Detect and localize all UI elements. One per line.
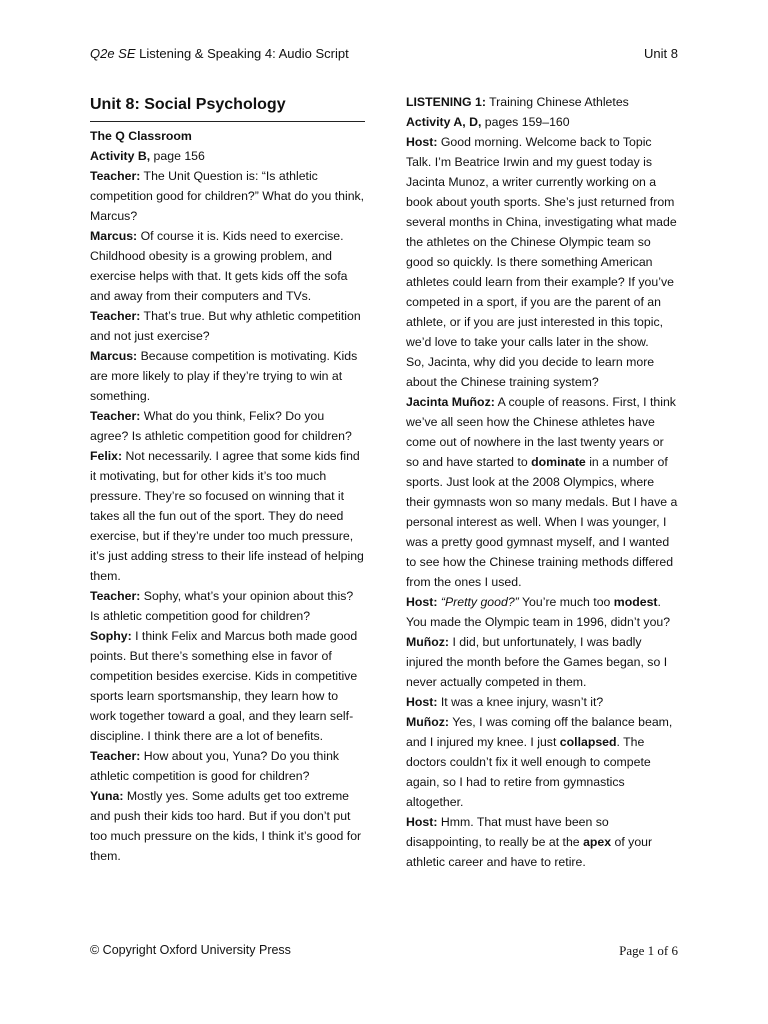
right-column (406, 92, 678, 872)
speech-text: What do you think, Felix? Do you agree? Is athletic competition good for children? (90, 409, 352, 443)
dialogue-turn (90, 626, 365, 746)
page-footer (90, 943, 678, 959)
header-title: Q2e SE Listening & Speaking 4: Audio Script (90, 46, 349, 61)
dialogue-turn: Muñoz: Yes, I was coming off the balance beam, and I injured my knee. I just collapsed. The doctors couldn’t fix it well enough to compete again, so I had to retire from gymnastics altogether. (406, 715, 673, 809)
dialogue-turn: Host: Hmm. That must have been so disappointing, to really be at the apex of your athletic career and have to retire. (406, 815, 653, 869)
speaker-name: Yuna: (90, 789, 124, 803)
speaker-name: Teacher: (90, 589, 141, 603)
activity-line: Activity B, page 156 (90, 149, 205, 163)
dialogue-turn (90, 746, 365, 786)
speaker-name: Teacher: (90, 749, 141, 763)
speaker-name: Felix: (90, 449, 123, 463)
speech-text: That’s true. But why athletic competition and not just exercise? (90, 309, 361, 343)
speech-text: Sophy, what’s your opinion about this? Is athletic competition good for children? (90, 589, 354, 623)
dialogue-turn (90, 446, 365, 586)
dialogue-turn (90, 586, 365, 626)
speech-text: I think Felix and Marcus both made good points. But there’s something else in favor of competition besides exercise. Kids in competitive sports learn sportsmanship, they learn how to work together toward a goal, and they learn self-discipline. I think there are a lot of benefits. (90, 629, 358, 743)
speaker-name: Sophy: (90, 629, 132, 643)
dialogue-turn (90, 786, 365, 866)
dialogue-turn: So, Jacinta, why did you decide to learn more about the Chinese training system? (406, 355, 655, 389)
unit-title: Unit 8: Social Psychology (90, 94, 365, 122)
dialogue-turn: Host: “Pretty good?” You’re much too modest. You made the Olympic team in 1996, didn’t you? (406, 595, 671, 629)
dialogue-turn: Jacinta Muñoz: A couple of reasons. First, I think we’ve all seen how the Chinese athletes have come out of nowhere in the last twenty years or so and have started to dominate in a number of sports. Just look at the 2008 Olympics, where their gymnasts won so many medals. But I have a personal interest as well. When I was younger, I was a pretty good gymnast myself, and I wanted to see how the Chinese training methods differed from the ones I used. (406, 395, 678, 589)
dialogue-turn (90, 226, 365, 306)
speaker-name: Marcus: (90, 349, 138, 363)
dialogue-turn (90, 306, 365, 346)
speaker-name: Marcus: (90, 229, 138, 243)
page-number: Page 1 of 6 (619, 943, 678, 958)
dialogue-turn: Muñoz: I did, but unfortunately, I was badly injured the month before the Games began, so I never actually competed in them. (406, 635, 668, 689)
speaker-name: Teacher: (90, 409, 141, 423)
speech-text: Of course it is. Kids need to exercise. Childhood obesity is a growing problem, and exercise helps with that. It gets kids off the sofa and away from their computers and TVs. (90, 229, 348, 303)
speech-text: The Unit Question is: “Is athletic competition good for children?” What do you think, Marcus? (90, 169, 365, 223)
dialogue-turn (90, 346, 365, 406)
speaker-name: Teacher: (90, 309, 141, 323)
speech-text: Mostly yes. Some adults get too extreme and push their kids too hard. But if you don’t put too much pressure on the kids, I think it’s good for them. (90, 789, 362, 863)
speech-text: Not necessarily. I agree that some kids find it motivating, but for other kids it’s too much pressure. They’re so focused on winning that it takes all the fun out of the sport. They do need exercise, but if they’re under too much pressure, it’s just adding stress to their life instead of helping them. (90, 449, 364, 583)
header-unit: Unit 8 (644, 46, 678, 61)
speech-text: How about you, Yuna? Do you think athletic competition is good for children? (90, 749, 340, 783)
activity-line: Activity A, D, pages 159–160 (406, 115, 570, 129)
dialogue-turn (90, 406, 365, 446)
dialogue-turn: Host: Good morning. Welcome back to Topic Talk. I’m Beatrice Irwin and my guest today is Jacinta Munoz, a writer currently working on a book about youth sports. She’s just returned from several months in China, investigating what made the athletes on the Chinese Olympic team so good so quickly. Is there something American athletes could learn from their example? If you’ve competed in a sport, if you are the parent of an athlete, or if you are just interested in this topic, we’d love to take your calls later in the show. (406, 135, 677, 349)
left-column (90, 92, 365, 866)
dialogue-turn (90, 166, 365, 226)
speaker-name: Teacher: (90, 169, 141, 183)
dialogue (90, 166, 365, 866)
section-title: The Q Classroom (90, 129, 192, 143)
page-header (90, 46, 678, 61)
listening-heading: LISTENING 1: Training Chinese Athletes (406, 95, 629, 109)
speech-text: Because competition is motivating. Kids are more likely to play if they’re trying to win at something. (90, 349, 358, 403)
copyright: © Copyright Oxford University Press (90, 943, 291, 957)
dialogue-turn: Host: It was a knee injury, wasn’t it? (406, 695, 604, 709)
